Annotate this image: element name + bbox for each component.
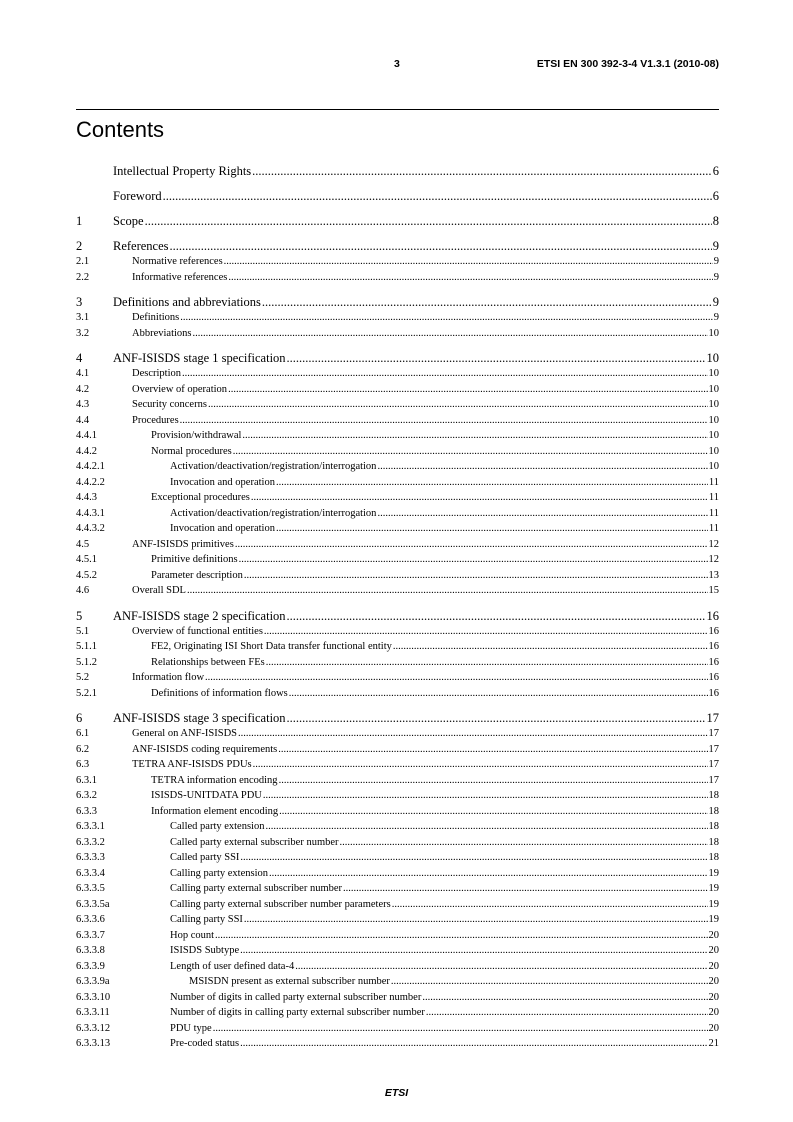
toc-entry[interactable] — [76, 568, 719, 584]
toc-entry-page: 16 — [708, 687, 719, 699]
toc-dot-leader — [233, 444, 708, 460]
toc-entry-title: Provision/withdrawal — [151, 430, 242, 441]
toc-entry-number: 2.1 — [76, 256, 90, 267]
toc-dot-leader — [180, 413, 708, 429]
toc-entry-title: Foreword — [113, 189, 162, 203]
toc-entry[interactable] — [76, 974, 719, 990]
toc-dot-leader — [266, 655, 708, 671]
toc-entry[interactable] — [76, 788, 719, 804]
toc-entry-number: 6.3.3.8 — [76, 945, 105, 956]
toc-dot-leader — [279, 773, 708, 789]
toc-dot-leader — [377, 459, 707, 475]
toc-dot-leader — [251, 490, 708, 506]
toc-entry[interactable] — [76, 928, 719, 944]
toc-dot-leader — [276, 475, 708, 491]
toc-entry[interactable] — [76, 670, 719, 686]
toc-entry[interactable] — [76, 475, 719, 491]
toc-entry-title: Length of user defined data-4 — [170, 960, 295, 972]
toc-entry[interactable] — [76, 506, 719, 522]
toc-entry-page: 20 — [708, 929, 719, 941]
toc-entry[interactable] — [76, 639, 719, 655]
toc-entry-page: 11 — [708, 523, 719, 534]
toc-entry-page: 16 — [708, 641, 719, 652]
toc-entry[interactable] — [76, 552, 719, 568]
toc-entry-number: 6.1 — [76, 728, 90, 739]
toc-dot-leader — [208, 397, 708, 413]
toc-entry-title: TETRA ANF-ISISDS PDUs — [132, 759, 252, 770]
toc-dot-leader — [244, 568, 708, 584]
toc-dot-leader — [240, 850, 707, 866]
toc-entry-page: 19 — [708, 883, 719, 894]
toc-entry-number: 4.4.2.2 — [76, 476, 105, 488]
toc-entry-number: 6.2 — [76, 743, 90, 755]
toc-entry-number: 6.3.3.9 — [76, 960, 105, 972]
toc-entry-number: 6.3.3.5 — [76, 883, 105, 894]
toc-entry-page: 9 — [713, 312, 719, 323]
toc-entry-number: 4.4.2 — [76, 445, 97, 457]
toc-dot-leader — [213, 1021, 708, 1037]
page-title: Contents — [76, 117, 165, 142]
toc-entry-page: 10 — [708, 414, 719, 426]
toc-entry-page: 10 — [708, 399, 719, 410]
toc-entry-title: Primitive definitions — [151, 554, 238, 565]
toc-entry-number: 5.1 — [76, 625, 90, 637]
toc-entry[interactable] — [76, 726, 719, 742]
toc-entry-number: 6 — [76, 711, 83, 725]
toc-entry-number: 4.5 — [76, 538, 90, 550]
toc-dot-leader — [180, 310, 713, 326]
toc-entry-page: 15 — [708, 585, 719, 596]
toc-entry-title: Information flow — [132, 672, 205, 683]
toc-entry[interactable] — [76, 881, 719, 897]
toc-entry-title: References — [113, 239, 169, 253]
toc-entry-number: 6.3.3.4 — [76, 867, 105, 879]
toc-entry-number: 6.3.3.13 — [76, 1038, 111, 1049]
toc-entry-page: 18 — [708, 805, 719, 817]
toc-entry[interactable] — [76, 238, 719, 254]
toc-entry-page: 11 — [708, 492, 719, 503]
toc-entry-page: 20 — [708, 976, 719, 987]
toc-entry-number: 5.1.1 — [76, 641, 97, 652]
toc-entry-number: 3.2 — [76, 327, 90, 339]
toc-dot-leader — [253, 757, 708, 773]
toc-entry[interactable] — [76, 350, 719, 366]
toc-entry-page: 21 — [708, 1038, 719, 1049]
toc-entry-title: ISISDS-UNITDATA PDU — [151, 790, 262, 801]
toc-entry-title: Calling party external subscriber number — [170, 883, 343, 894]
toc-entry-page: 20 — [708, 1022, 719, 1034]
toc-entry-number: 6.3.3.10 — [76, 991, 111, 1003]
toc-entry-page: 17 — [708, 759, 719, 770]
toc-dot-leader — [262, 294, 712, 310]
toc-entry-number: 2 — [76, 239, 83, 253]
toc-entry-page: 8 — [712, 214, 719, 228]
toc-entry[interactable] — [76, 866, 719, 882]
toc-entry-number: 6.3.2 — [76, 790, 97, 801]
toc-entry-page: 17 — [708, 743, 719, 755]
toc-dot-leader — [205, 670, 707, 686]
toc-dot-leader — [289, 686, 708, 702]
toc-entry-page: 10 — [706, 351, 719, 365]
toc-entry[interactable] — [76, 459, 719, 475]
toc-entry-title: Invocation and operation — [170, 476, 275, 488]
toc-dot-leader — [215, 928, 707, 944]
toc-entry-title: Invocation and operation — [170, 523, 275, 534]
toc-entry[interactable] — [76, 773, 719, 789]
toc-entry[interactable] — [76, 943, 719, 959]
toc-entry-page: 16 — [706, 608, 719, 623]
toc-entry-title: ISISDS Subtype — [170, 945, 240, 956]
toc-entry-page: 12 — [708, 554, 719, 565]
toc-entry[interactable] — [76, 270, 719, 286]
toc-entry-page: 17 — [708, 774, 719, 786]
toc-entry-page: 9 — [712, 239, 719, 253]
toc-dot-leader — [224, 254, 713, 270]
toc-entry-title: ANF-ISISDS stage 2 specification — [113, 608, 286, 623]
toc-entry-title: PDU type — [170, 1022, 212, 1034]
toc-entry[interactable] — [76, 959, 719, 975]
toc-entry-page: 12 — [708, 538, 719, 550]
toc-entry-number: 3.1 — [76, 312, 90, 323]
toc-entry-number: 5 — [76, 608, 83, 623]
header-rule — [76, 109, 719, 110]
toc-entry-title: ANF-ISISDS stage 3 specification — [113, 711, 286, 725]
toc-entry[interactable] — [76, 1021, 719, 1037]
toc-dot-leader — [264, 624, 708, 640]
toc-entry-page: 16 — [708, 656, 719, 668]
toc-entry-page: 20 — [708, 1007, 719, 1018]
toc-entry-title: Description — [132, 368, 181, 379]
toc-entry[interactable] — [76, 912, 719, 928]
toc-dot-leader — [252, 163, 712, 179]
toc-entry[interactable] — [76, 686, 719, 702]
toc-entry-page: 10 — [708, 445, 719, 457]
toc-entry-page: 10 — [708, 383, 719, 395]
toc-entry-title: Overall SDL — [132, 585, 186, 596]
toc-entry[interactable] — [76, 819, 719, 835]
toc-entry-number: 4.4.3.2 — [76, 523, 105, 534]
toc-entry-number: 6.3.3.2 — [76, 836, 105, 848]
toc-entry[interactable] — [76, 163, 719, 179]
toc-entry-title: Activation/deactivation/registration/interrogation — [170, 507, 377, 519]
toc-dot-leader — [377, 506, 707, 522]
toc-entry-number: 4.5.1 — [76, 554, 97, 565]
toc-entry-page: 10 — [708, 368, 719, 379]
toc-entry-number: 5.2.1 — [76, 687, 97, 699]
toc-dot-leader — [145, 213, 712, 229]
toc-dot-leader — [263, 788, 708, 804]
toc-entry[interactable] — [76, 188, 719, 204]
toc-entry-number: 4.6 — [76, 585, 90, 596]
toc-entry-number: 4.4.3 — [76, 492, 97, 503]
toc-entry-title: Calling party SSI — [170, 914, 243, 925]
toc-entry[interactable] — [76, 835, 719, 851]
toc-entry-number: 4.4.1 — [76, 430, 97, 441]
toc-dot-leader — [343, 881, 707, 897]
toc-entry-title: Procedures — [132, 414, 179, 426]
table-of-contents — [76, 163, 719, 1052]
toc-entry-page: 18 — [708, 821, 719, 832]
toc-entry-title: TETRA information encoding — [151, 774, 278, 786]
toc-entry[interactable] — [76, 428, 719, 444]
toc-dot-leader — [426, 1005, 708, 1021]
toc-entry-page: 18 — [708, 852, 719, 863]
page-header — [76, 58, 719, 74]
toc-dot-leader — [269, 866, 708, 882]
toc-entry-page: 19 — [708, 867, 719, 879]
toc-dot-leader — [279, 804, 707, 820]
toc-entry[interactable] — [76, 294, 719, 310]
toc-entry-number: 6.3.3.7 — [76, 929, 105, 941]
toc-dot-leader — [235, 537, 708, 553]
toc-entry-page: 10 — [708, 430, 719, 441]
toc-entry[interactable] — [76, 326, 719, 342]
toc-dot-leader — [244, 912, 708, 928]
toc-dot-leader — [182, 366, 708, 382]
toc-dot-leader — [391, 974, 708, 990]
toc-entry-title: Scope — [113, 214, 144, 228]
toc-entry-title: Hop count — [170, 929, 215, 941]
toc-entry-title: Calling party extension — [170, 867, 268, 879]
toc-entry[interactable] — [76, 655, 719, 671]
toc-entry-number: 4.5.2 — [76, 569, 97, 581]
toc-dot-leader — [287, 350, 706, 366]
toc-entry-number: 2.2 — [76, 271, 90, 283]
toc-entry-page: 13 — [708, 569, 719, 581]
toc-entry-title: Called party SSI — [170, 852, 240, 863]
toc-entry[interactable] — [76, 583, 719, 599]
toc-entry-page: 17 — [708, 728, 719, 739]
toc-entry-page: 10 — [708, 461, 719, 472]
toc-entry-number: 4.2 — [76, 383, 90, 395]
toc-entry[interactable] — [76, 850, 719, 866]
toc-dot-leader — [287, 710, 706, 726]
toc-entry-title: FE2, Originating ISI Short Data transfer functional entity — [151, 641, 392, 652]
toc-entry[interactable] — [76, 213, 719, 229]
toc-entry[interactable] — [76, 624, 719, 640]
toc-entry-page: 19 — [708, 898, 719, 910]
toc-entry[interactable] — [76, 490, 719, 506]
toc-entry[interactable] — [76, 608, 719, 624]
toc-entry[interactable] — [76, 444, 719, 460]
toc-entry-number: 6.3.3.11 — [76, 1007, 110, 1018]
toc-entry-title: Calling party external subscriber number parameters — [170, 898, 391, 910]
toc-entry[interactable] — [76, 254, 719, 270]
toc-dot-leader — [163, 188, 712, 204]
toc-entry-page: 20 — [708, 960, 719, 972]
toc-entry-page: 9 — [712, 295, 719, 309]
toc-entry-title: ANF-ISISDS primitives — [132, 538, 234, 550]
toc-entry-title: Activation/deactivation/registration/interrogation — [170, 461, 377, 472]
toc-entry-title: Information element encoding — [151, 805, 279, 817]
toc-dot-leader — [278, 742, 707, 758]
toc-dot-leader — [239, 552, 708, 568]
toc-entry-number: 6.3.3.3 — [76, 852, 105, 863]
toc-entry-title: Exceptional procedures — [151, 492, 250, 503]
toc-entry[interactable] — [76, 804, 719, 820]
toc-entry[interactable] — [76, 366, 719, 382]
toc-entry[interactable] — [76, 1005, 719, 1021]
toc-entry-page: 11 — [708, 507, 719, 519]
toc-entry-page: 6 — [712, 189, 719, 203]
toc-dot-leader — [276, 521, 708, 537]
toc-entry-page: 19 — [708, 914, 719, 925]
toc-dot-leader — [240, 1036, 707, 1052]
toc-entry[interactable] — [76, 382, 719, 398]
toc-entry-title: Number of digits in calling party external subscriber number — [170, 1007, 425, 1018]
toc-dot-leader — [242, 428, 707, 444]
toc-dot-leader — [170, 238, 712, 254]
toc-entry-number: 4.3 — [76, 399, 90, 410]
toc-entry-title: Normative references — [132, 256, 223, 267]
toc-entry-number: 6.3 — [76, 759, 90, 770]
toc-entry-page: 18 — [708, 790, 719, 801]
toc-dot-leader — [393, 639, 708, 655]
toc-entry-title: Number of digits in called party external subscriber number — [170, 991, 422, 1003]
toc-dot-leader — [392, 897, 708, 913]
toc-entry-page: 6 — [712, 164, 719, 178]
toc-dot-leader — [238, 726, 708, 742]
toc-entry-number: 6.3.3 — [76, 805, 97, 817]
toc-entry-number: 6.3.1 — [76, 774, 97, 786]
toc-dot-leader — [228, 382, 707, 398]
toc-entry-page: 18 — [708, 836, 719, 848]
toc-dot-leader — [340, 835, 708, 851]
toc-entry-number: 6.3.3.1 — [76, 821, 105, 832]
toc-entry-title: General on ANF-ISISDS — [132, 728, 237, 739]
toc-dot-leader — [193, 326, 708, 342]
toc-entry-number: 4.4 — [76, 414, 90, 426]
toc-entry-title: MSISDN present as external subscriber number — [189, 976, 390, 987]
toc-entry[interactable] — [76, 897, 719, 913]
toc-entry-page: 10 — [708, 327, 719, 339]
toc-entry-title: ANF-ISISDS stage 1 specification — [113, 351, 286, 365]
toc-dot-leader — [265, 819, 707, 835]
toc-entry-number: 3 — [76, 295, 83, 309]
toc-entry-page: 11 — [708, 476, 719, 488]
toc-entry[interactable] — [76, 397, 719, 413]
toc-entry-title: Security concerns — [132, 399, 207, 410]
toc-entry-page: 16 — [708, 672, 719, 683]
toc-entry-number: 5.2 — [76, 672, 90, 683]
toc-entry[interactable] — [76, 710, 719, 726]
toc-entry-title: ANF-ISISDS coding requirements — [132, 743, 278, 755]
toc-entry[interactable] — [76, 413, 719, 429]
toc-entry-page: 17 — [706, 711, 719, 725]
toc-dot-leader — [295, 959, 707, 975]
toc-entry[interactable] — [76, 521, 719, 537]
toc-entry-page: 20 — [708, 945, 719, 956]
toc-entry-number: 1 — [76, 214, 83, 228]
toc-entry-number: 6.3.3.6 — [76, 914, 105, 925]
toc-entry[interactable] — [76, 990, 719, 1006]
toc-entry-title: Definitions of information flows — [151, 687, 288, 699]
page-footer: ETSI — [384, 1087, 409, 1099]
toc-entry-page: 16 — [708, 625, 719, 637]
toc-entry-number: 5.1.2 — [76, 656, 97, 668]
toc-entry-title: Relationships between FEs — [151, 656, 265, 668]
toc-entry[interactable] — [76, 1036, 719, 1052]
toc-entry[interactable] — [76, 310, 719, 326]
toc-entry[interactable] — [76, 742, 719, 758]
toc-entry-title: Overview of functional entities — [132, 625, 263, 637]
toc-entry-number: 6.3.3.9a — [76, 976, 110, 987]
toc-entry-title: Intellectual Property Rights — [113, 164, 252, 178]
document-id: ETSI EN 300 392-3-4 V1.3.1 (2010-08) — [536, 58, 719, 70]
toc-dot-leader — [240, 943, 707, 959]
page-number: 3 — [394, 58, 400, 70]
toc-entry-number: 4 — [76, 351, 83, 365]
toc-entry-title: Definitions and abbreviations — [113, 295, 261, 309]
toc-entry-title: Definitions — [132, 312, 180, 323]
toc-entry-title: Parameter description — [151, 569, 243, 581]
toc-entry-page: 9 — [713, 271, 719, 283]
toc-entry-title: Abbreviations — [132, 327, 192, 339]
toc-entry-number: 4.1 — [76, 368, 90, 379]
toc-entry-title: Informative references — [132, 271, 228, 283]
toc-entry-number: 4.4.3.1 — [76, 507, 105, 519]
toc-entry-number: 6.3.3.5a — [76, 898, 110, 910]
toc-dot-leader — [187, 583, 708, 599]
toc-entry-title: Called party external subscriber number — [170, 836, 339, 848]
toc-entry-title: Called party extension — [170, 821, 265, 832]
toc-entry-title: Overview of operation — [132, 383, 228, 395]
toc-dot-leader — [287, 608, 706, 624]
toc-entry-title: Pre-coded status — [170, 1038, 240, 1049]
toc-entry-number: 4.4.2.1 — [76, 461, 105, 472]
toc-dot-leader — [228, 270, 712, 286]
toc-entry-number: 6.3.3.12 — [76, 1022, 111, 1034]
toc-entry[interactable] — [76, 537, 719, 553]
toc-entry[interactable] — [76, 757, 719, 773]
toc-entry-title: Normal procedures — [151, 445, 232, 457]
toc-dot-leader — [422, 990, 707, 1006]
toc-entry-page: 20 — [708, 991, 719, 1003]
toc-entry-page: 9 — [713, 256, 719, 267]
